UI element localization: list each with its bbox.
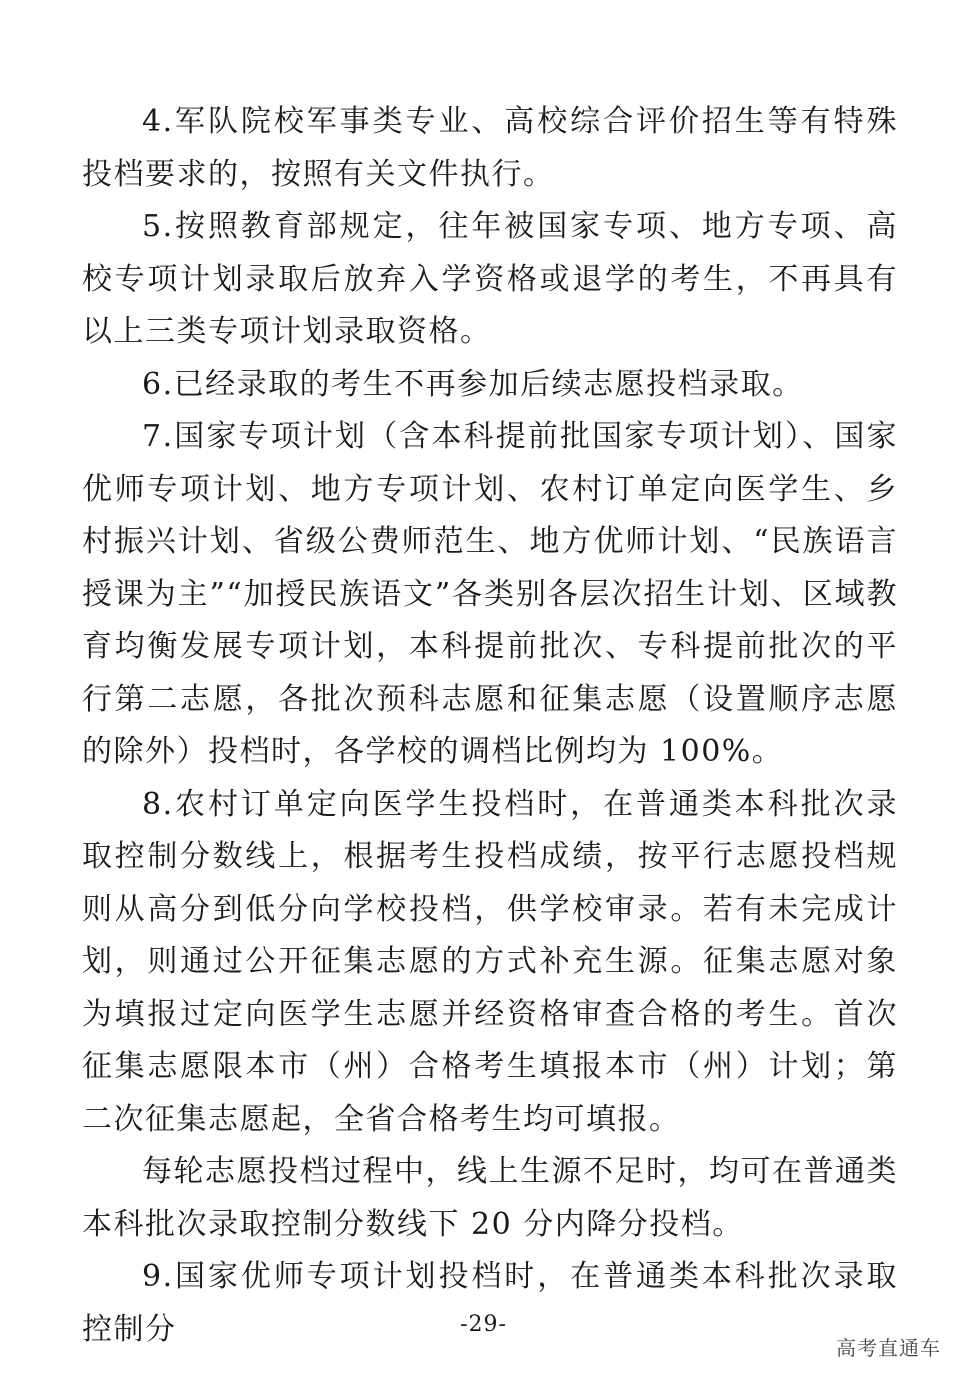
page-number: -29- <box>460 1312 507 1337</box>
paragraph-6: 6.已经录取的考生不再参加后续志愿投档录取。 <box>142 366 804 402</box>
paragraph-4: 4.军队院校军事类专业、高校综合评价招生等有特殊投档要求的，按照有关文件执行。 <box>82 104 898 192</box>
paragraph-8-continued: 每轮志愿投档过程中，线上生源不足时，均可在普通类本科批次录取控制分数线下 20 分内降分投档。 <box>82 1154 898 1242</box>
document-body <box>82 96 898 1356</box>
paragraph-8: 8.农村订单定向医学生投档时，在普通类本科批次录取控制分数线上，根据考生投档成绩，按平行志愿投档规则从高分到低分向学校投档，供学校审录。若有未完成计划，则通过公开征集志愿的方式补充生源。征集志愿对象为填报过定向医学生志愿并经资格审查合格的考生。首次征集志愿限本市（州）合格考生填报本市（州）计划；第二次征集志愿起，全省合格考生均可填报。 <box>82 786 898 1137</box>
paragraph-9: 9.国家优师专项计划投档时，在普通类本科批次录取控制分 <box>82 1259 898 1347</box>
watermark-text: 高考直通车 <box>836 1336 941 1360</box>
paragraph-7: 7.国家专项计划（含本科提前批国家专项计划）、国家优师专项计划、地方专项计划、农村订单定向医学生、乡村振兴计划、省级公费师范生、地方优师计划、“民族语言授课为主”“加授民族语文”各类别各层次招生计划、区域教育均衡发展专项计划，本科提前批次、专科提前批次的平行第二志愿，各批次预科志愿和征集志愿（设置顺序志愿的除外）投档时，各学校的调档比例均为 100%。 <box>82 419 898 769</box>
paragraph-5: 5.按照教育部规定，往年被国家专项、地方专项、高校专项计划录取后放弃入学资格或退学的考生，不再具有以上三类专项计划录取资格。 <box>82 209 898 349</box>
